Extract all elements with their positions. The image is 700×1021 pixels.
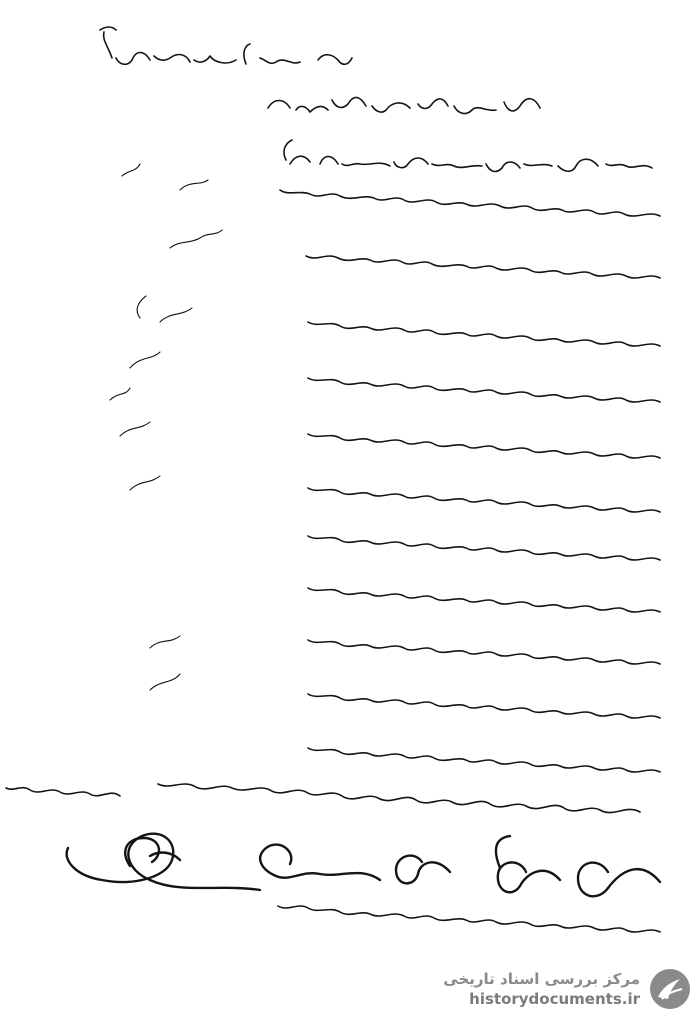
watermark-url: historydocuments.ir [469,990,640,1008]
watermark-text [443,969,640,1009]
letter-body [110,164,660,772]
archive-watermark [402,962,692,1016]
signatures [67,834,660,897]
heading-line [100,27,352,64]
signatory-names [158,784,640,813]
addressee-line [284,140,652,171]
book-emblem-icon [648,967,692,1011]
closing-line [278,906,660,932]
salutation-line [268,97,540,113]
margin-note [6,788,120,796]
watermark-org-name: مرکز بررسی اسناد تاریخی [443,970,640,988]
